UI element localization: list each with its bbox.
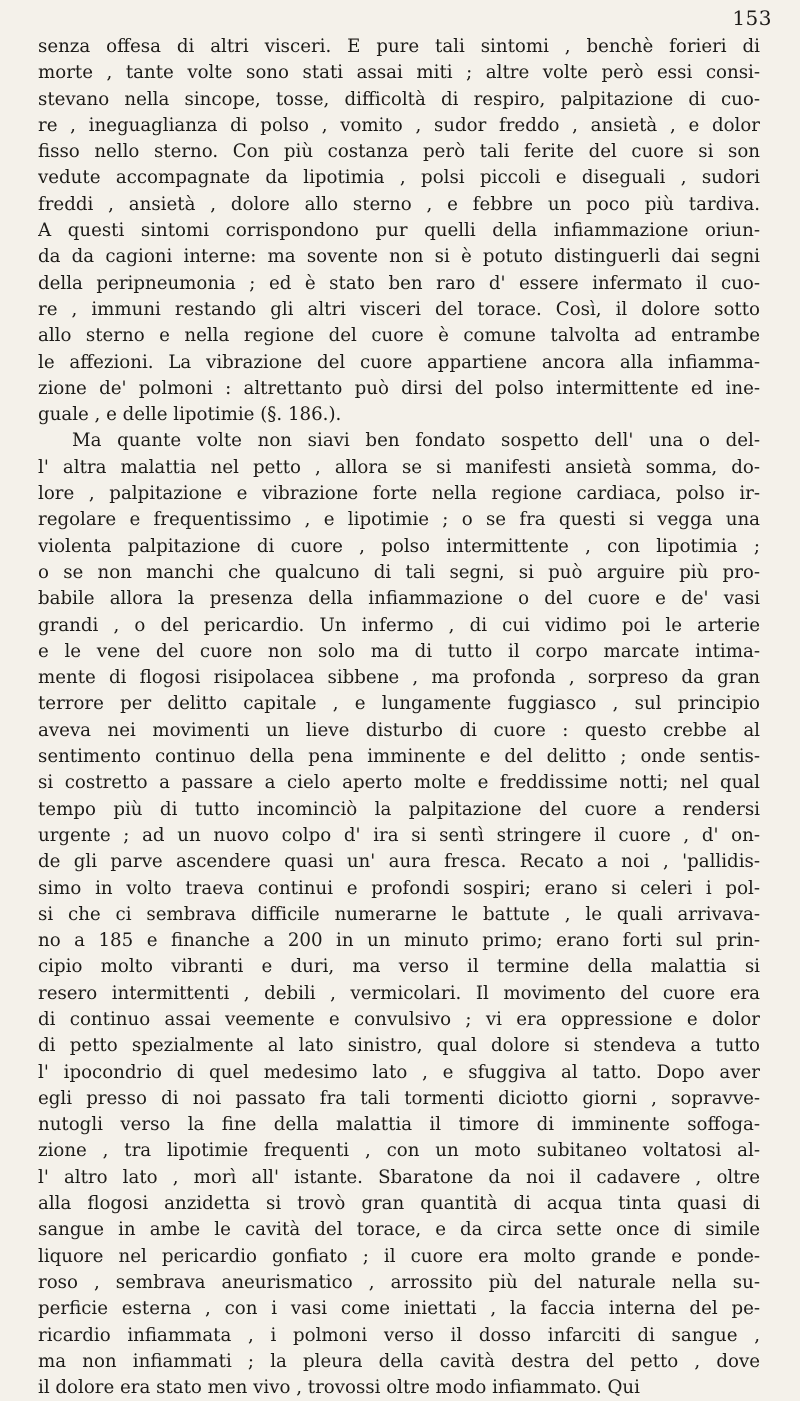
text-line: sangue in ambe le cavità del torace, e da circa sette once di simile — [38, 1219, 760, 1241]
text-line: babile allora la presenza della infiammazione o del cuore e de' vasi — [38, 588, 760, 610]
text-line: alla flogosi anzidetta si trovò gran quantità di acqua tinta quasi di — [38, 1193, 760, 1215]
text-line: roso , sembrava aneurismatico , arrossito più del naturale nella su- — [38, 1271, 760, 1293]
text-line: sentimento continuo della pena imminente e del delitto ; onde sentis- — [38, 746, 760, 768]
text-line: l' altra malattia nel petto , allora se si manifesti ansietà somma, do- — [38, 456, 760, 478]
text-line: senza offesa di altri visceri. E pure tali sintomi , benchè forieri di — [38, 36, 760, 57]
text-line: di petto spezialmente al lato sinistro, qual dolore si stendeva a tutto — [38, 1035, 760, 1057]
text-line: grandi , o del pericardio. Un infermo , di cui vidimo poi le arterie — [38, 614, 760, 636]
text-line: stevano nella sincope, tosse, difficoltà di respiro, palpitazione di cuo- — [38, 88, 760, 110]
text-line: violenta palpitazione di cuore , polso intermittente , con lipotimia ; — [38, 535, 760, 557]
text-line: vedute accompagnate da lipotimia , polsi piccoli e diseguali , sudori — [38, 167, 760, 189]
text-line: mente di flogosi risipolacea sibbene , ma profonda , sorpreso da gran — [38, 667, 760, 689]
text-line: re , ineguaglianza di polso , vomito , sudor freddo , ansietà , e dolor — [38, 114, 760, 136]
text-line: o se non manchi che qualcuno di tali segni, si può arguire più pro- — [38, 561, 760, 583]
text-line: l' altro lato , morì all' istante. Sbaratone da noi il cadavere , oltre — [38, 1166, 760, 1188]
text-line: de gli parve ascendere quasi un' aura fresca. Recato a noi , 'pallidis- — [38, 851, 760, 873]
text-line: guale , e delle lipotimie (§. 186.). — [38, 404, 342, 426]
text-line: no a 185 e finanche a 200 in un minuto primo; erano forti sul prin- — [38, 930, 760, 952]
text-line: liquore nel pericardio gonfiato ; il cuore era molto grande e ponde- — [38, 1245, 760, 1267]
text-line: re , immuni restando gli altri visceri del torace. Così, il dolore sotto — [38, 298, 760, 320]
text-line: tempo più di tutto incominciò la palpitazione del cuore a rendersi — [38, 798, 760, 820]
text-line: da da cagioni interne: ma sovente non si è potuto distinguerli dai segni — [38, 246, 760, 268]
text-line: ricardio infiammata , i polmoni verso il dosso infarciti di sangue , — [38, 1324, 760, 1346]
text-line: cipio molto vibranti e duri, ma verso il termine della malattia si — [38, 956, 760, 978]
text-line: e le vene del cuore non solo ma di tutto il corpo marcate intima- — [38, 640, 760, 662]
text-line: zione , tra lipotimie frequenti , con un moto subitaneo voltatosi al- — [38, 1140, 760, 1162]
text-line: si costretto a passare a cielo aperto molte e freddissime notti; nel qual — [38, 772, 760, 794]
text-line: di continuo assai veemente e convulsivo ; vi era oppressione e dolor — [38, 1008, 760, 1030]
text-line: si che ci sembrava difficile numerarne le battute , le quali arrivava- — [38, 903, 760, 925]
text-line: Ma quante volte non siavi ben fondato sospetto dell' una o del- — [72, 430, 760, 452]
text-line: freddi , ansietà , dolore allo sterno , e febbre un poco più tardiva. — [38, 193, 760, 215]
text-line: perficie esterna , con i vasi come iniettati , la faccia interna del pe- — [38, 1298, 760, 1320]
text-line: resero intermittenti , debili , vermicolari. Il movimento del cuore era — [38, 982, 760, 1004]
body-text — [38, 34, 760, 1401]
text-line: nutogli verso la fine della malattia il timore di imminente soffoga- — [38, 1114, 760, 1136]
text-line: ma non infiammati ; la pleura della cavità destra del petto , dove — [38, 1350, 760, 1372]
text-line: egli presso di noi passato fra tali tormenti diciotto giorni , sopravve- — [38, 1087, 760, 1109]
page-number: 153 — [732, 6, 772, 30]
text-line: regolare e frequentissimo , e lipotimie ; o se fra questi si vegga una — [38, 509, 760, 531]
text-line: lore , palpitazione e vibrazione forte nella regione cardiaca, polso ir- — [38, 483, 760, 505]
text-line: l' ipocondrio di quel medesimo lato , e sfuggiva al tatto. Dopo aver — [38, 1061, 760, 1083]
text-line: simo in volto traeva continui e profondi sospiri; erano si celeri i pol- — [38, 877, 760, 899]
text-line: urgente ; ad un nuovo colpo d' ira si sentì stringere il cuore , d' on- — [38, 824, 760, 846]
text-line: A questi sintomi corrispondono pur quelli della infiammazione oriun- — [38, 220, 760, 242]
text-line: zione de' polmoni : altrettanto può dirsi del polso intermittente ed ine- — [38, 377, 760, 399]
text-line: le affezioni. La vibrazione del cuore appartiene ancora alla infiamma- — [38, 351, 760, 373]
text-line: terrore per delitto capitale , e lungamente fuggiasco , sul principio — [38, 693, 760, 715]
text-line: fisso nello sterno. Con più costanza però tali ferite del cuore si son — [38, 141, 760, 163]
text-line: della peripneumonia ; ed è stato ben raro d' essere infermato il cuo- — [38, 272, 760, 294]
text-line: allo sterno e nella regione del cuore è comune talvolta ad entrambe — [38, 325, 760, 347]
text-line: aveva nei movimenti un lieve disturbo di cuore : questo crebbe al — [38, 719, 760, 741]
text-line: il dolore era stato men vivo , trovossi oltre modo infiammato. Qui — [38, 1377, 640, 1399]
text-line: morte , tante volte sono stati assai miti ; altre volte però essi consi- — [38, 62, 760, 84]
